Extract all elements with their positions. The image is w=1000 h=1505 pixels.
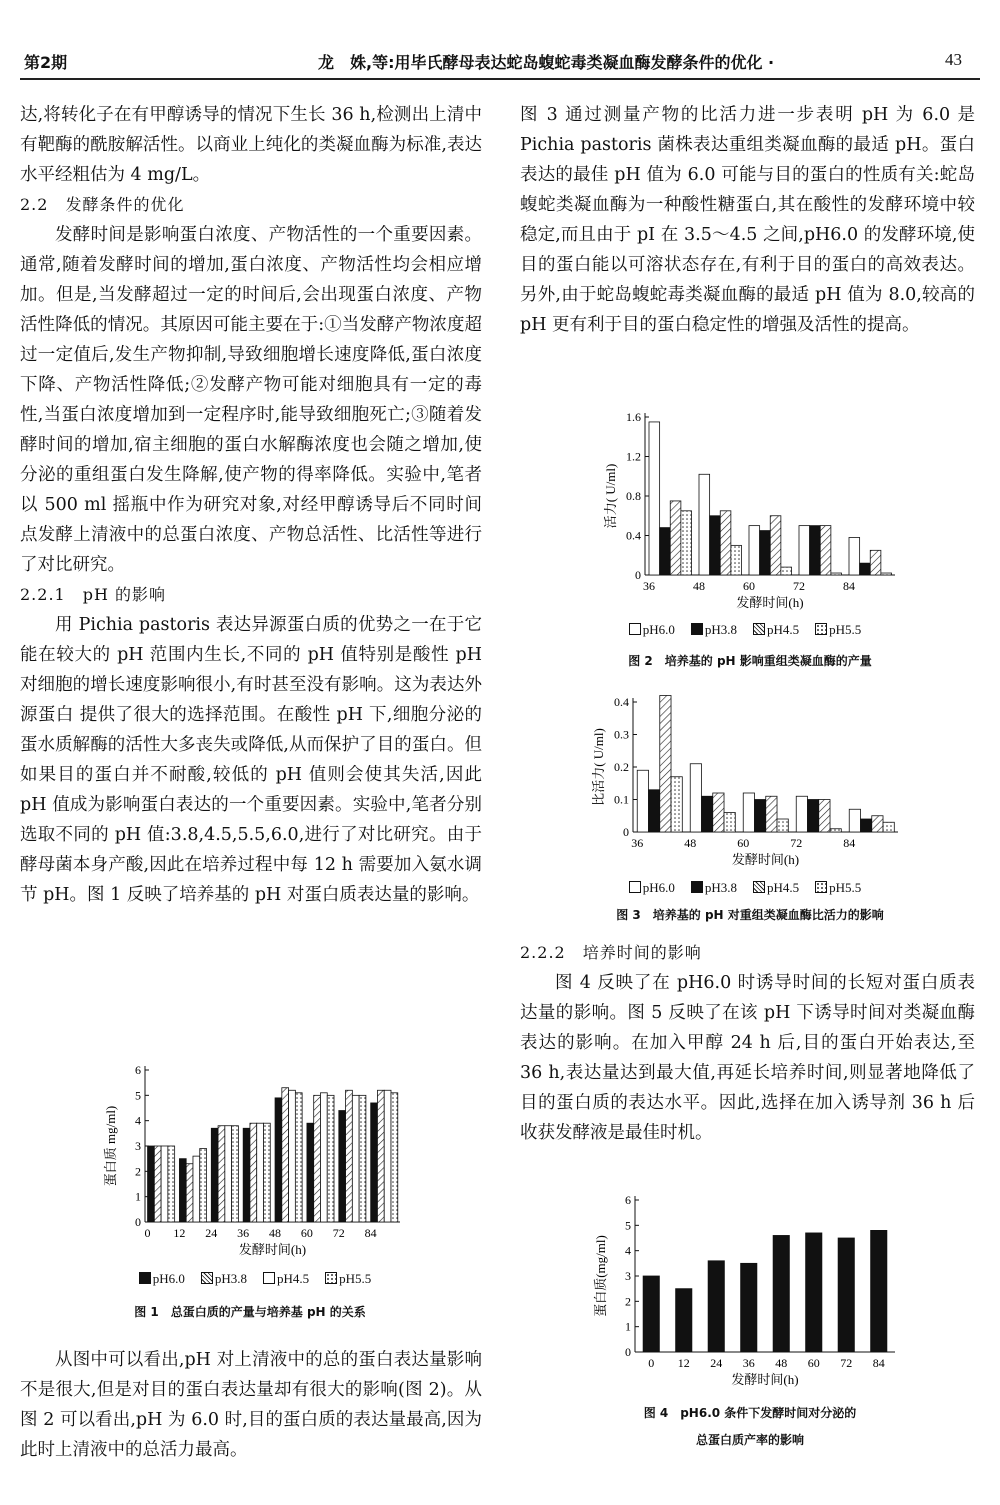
- bar-pH5.5-24: [232, 1126, 239, 1222]
- x-axis-label: 发酵时间(h): [736, 595, 804, 610]
- running-header: [18, 50, 982, 78]
- bar-pH4.5-48: [289, 1090, 296, 1222]
- legend-item: [691, 880, 737, 895]
- y-tick-label: 0.2: [614, 760, 629, 774]
- bar-pH4.5-36: [257, 1123, 264, 1222]
- legend-item: [201, 1271, 247, 1286]
- bar-pH4.5-84: [870, 550, 881, 575]
- y-tick-label: 0: [623, 825, 629, 839]
- paragraph: 从图中可以看出,pH 对上清液中的总的蛋白表达量影响不是很大,但是对目的蛋白表达量却有很大的影响(图 2)。从图 2 可以看出,pH 为 6.0 时,目的蛋白质的表达量最高,因为此时上清液中的总活力最高。: [20, 1350, 482, 1460]
- bar-pH6.0-24: [211, 1128, 218, 1222]
- legend-label: pH6.0: [152, 1271, 185, 1286]
- bar-pH3.8-12: [186, 1164, 193, 1222]
- x-tick-label: 48: [269, 1226, 282, 1240]
- bar-pH3.8-84: [861, 819, 872, 832]
- y-tick-label: 0.1: [614, 792, 629, 807]
- x-tick-label: 72: [332, 1226, 345, 1240]
- x-tick-label: 60: [300, 1226, 313, 1240]
- bar-pH3.8-72: [808, 800, 819, 833]
- x-tick-label: 60: [737, 836, 750, 850]
- legend-label: pH4.5: [277, 1271, 310, 1286]
- bar-pH6.0-12: [676, 1289, 692, 1352]
- bar-pH4.5-48: [720, 511, 731, 575]
- bar-pH3.8-84: [377, 1090, 384, 1222]
- legend-item: [325, 1271, 371, 1286]
- figure-3-legend: [575, 880, 915, 896]
- bar-pH6.0-84: [371, 1103, 378, 1222]
- bar-pH6.0-24: [708, 1261, 724, 1352]
- legend-label: pH3.8: [214, 1271, 247, 1286]
- y-tick-label: 1.6: [626, 410, 641, 424]
- x-tick-label: 72: [793, 579, 805, 593]
- legend-swatch: [815, 881, 827, 893]
- x-tick-label: 36: [742, 1356, 755, 1370]
- legend-item: [691, 622, 737, 637]
- legend-swatch: [325, 1272, 337, 1284]
- x-tick-label: 84: [843, 836, 856, 850]
- legend-swatch: [753, 623, 765, 635]
- bar-pH4.5-60: [770, 516, 781, 575]
- bar-pH5.5-84: [881, 573, 892, 575]
- legend-swatch: [629, 623, 641, 635]
- paragraph: 图 3 通过测量产物的比活力进一步表明 pH 为 6.0 是 Pichia pastoris 菌株表达重组类凝血酶的最适 pH。蛋白表达的最佳 pH 值为 6.0 可能与目的蛋白的性质有关:蛇岛蝮蛇类凝血酶为一种酸性糖蛋白,其在酸性的发酵环境中较稳定,而且由于 pI 在 3.5～4.5 之间,pH6.0 的发酵环境,使目的蛋白能以可溶状态存在,有利于目的蛋白的高效表达。另外,由于蛇岛蝮蛇毒类凝血酶的最适 pH 值为 8.0,较高的 pH 更有利于目的蛋白稳定性的增强及活性的提高。: [520, 105, 975, 335]
- paragraph: 用 Pichia pastoris 表达异源蛋白质的优势之一在于它能在较大的 pH 范围内生长,不同的 pH 值特别是酸性 pH 对细胞的增长速度影响很小,有时甚至没有影响。这为表达外源蛋白 提供了很大的选择范围。在酸性 pH 下,细胞分泌的蛋水质解酶的活性大多丧失或降低,从而保护了目的蛋白。但如果目的蛋白并不耐酸,较低的 pH 值则会使其失活,因此 pH 值成为影响蛋白表达的一个重要因素。实验中,笔者分别选取不同的 pH 值:3.8,4.5,5.5,6.0,进行了对比研究。由于酵母菌本身产酸,因此在培养过程中每 12 h 需要加入氨水调节 pH。图 1 反映了培养基的 pH 对蛋白质表达量的影响。: [20, 615, 482, 905]
- bar-pH4.5-84: [384, 1090, 391, 1222]
- bar-pH5.5-48: [724, 813, 735, 833]
- legend-label: pH3.8: [704, 880, 737, 895]
- bar-pH6.0-48: [699, 474, 710, 575]
- y-tick-label: 0.3: [614, 727, 629, 742]
- x-tick-label: 24: [710, 1356, 723, 1370]
- bar-pH5.5-0: [168, 1146, 175, 1222]
- bar-pH6.0-84: [849, 809, 860, 832]
- y-tick-label: 0: [625, 1345, 631, 1359]
- bar-pH5.5-60: [781, 567, 792, 575]
- y-tick-label: 1: [625, 1319, 631, 1334]
- bar-pH6.0-72: [838, 1238, 854, 1352]
- x-tick-label: 84: [872, 1356, 885, 1370]
- bar-pH5.5-48: [731, 545, 742, 575]
- bar-pH5.5-36: [263, 1123, 270, 1222]
- y-tick-label: 4: [135, 1113, 141, 1128]
- x-tick-label: 48: [693, 579, 705, 593]
- y-axis-label: 活力( U/ml): [603, 463, 618, 529]
- bar-pH6.0-60: [806, 1233, 822, 1352]
- y-tick-label: 0.4: [626, 528, 641, 543]
- y-tick-label: 5: [135, 1088, 141, 1103]
- bar-pH6.0-12: [179, 1159, 186, 1222]
- right-column: [520, 100, 975, 340]
- figure-2-caption: 图 2 培养基的 pH 影响重组类凝血酶的产量: [628, 654, 872, 668]
- issue-number: 第2期: [24, 53, 68, 72]
- x-axis-label: 发酵时间(h): [731, 852, 800, 867]
- legend-item: [139, 1271, 185, 1286]
- bar-pH4.5-36: [660, 696, 671, 833]
- x-tick-label: 60: [807, 1356, 820, 1370]
- figure-3-caption: 图 3 培养基的 pH 对重组类凝血酶比活力的影响: [616, 908, 884, 922]
- legend-swatch: [815, 623, 827, 635]
- right-column-bottom: [520, 938, 975, 1148]
- y-axis-label: 比活力( U/ml): [591, 728, 606, 806]
- bar-pH6.0-72: [796, 796, 807, 832]
- bar-pH3.8-60: [314, 1095, 321, 1222]
- bar-pH6.0-60: [749, 526, 760, 575]
- bar-pH4.5-12: [193, 1156, 200, 1222]
- x-tick-label: 24: [205, 1226, 218, 1240]
- x-axis-label: 发酵时间(h): [238, 1242, 307, 1257]
- bar-pH5.5-72: [359, 1095, 366, 1222]
- bar-pH3.8-48: [710, 516, 721, 575]
- y-tick-label: 1: [135, 1189, 141, 1204]
- y-tick-label: 3: [625, 1269, 631, 1283]
- x-axis-label: 发酵时间(h): [731, 1372, 799, 1387]
- legend-label: pH6.0: [642, 622, 675, 637]
- page-number: 43: [945, 50, 962, 69]
- legend-swatch: [629, 881, 641, 893]
- y-tick-label: 5: [625, 1218, 631, 1233]
- bar-pH6.0-36: [649, 422, 660, 575]
- bar-pH6.0-0: [148, 1146, 155, 1222]
- bar-pH3.8-36: [660, 528, 671, 575]
- figure-1: [95, 1060, 415, 1274]
- figure-4-caption-line1: 图 4 pH6.0 条件下发酵时间对分泌的: [643, 1406, 857, 1420]
- y-tick-label: 0: [135, 1215, 141, 1229]
- y-tick-label: 0.8: [626, 489, 641, 503]
- legend-item: [815, 622, 861, 637]
- legend-item: [753, 880, 799, 895]
- bar-pH3.8-60: [755, 800, 766, 833]
- figure-2: [585, 405, 905, 624]
- x-tick-label: 48: [775, 1356, 788, 1370]
- x-tick-label: 0: [648, 1356, 655, 1370]
- figure-3: [585, 692, 905, 881]
- bar-pH3.8-0: [154, 1146, 161, 1222]
- bar-pH6.0-60: [307, 1123, 314, 1222]
- bar-pH3.8-36: [250, 1123, 257, 1222]
- figure-3-chart: [585, 692, 905, 877]
- y-tick-label: 0.4: [614, 695, 629, 709]
- bar-pH3.8-72: [810, 526, 821, 575]
- bar-pH6.0-84: [871, 1230, 887, 1352]
- bar-pH4.5-36: [670, 501, 681, 575]
- bar-pH6.0-60: [743, 793, 754, 832]
- legend-item: [629, 880, 675, 895]
- x-tick-label: 72: [790, 836, 803, 850]
- section-heading: 2.2.1 pH 的影响: [20, 585, 166, 604]
- figure-1-caption: 图 1 总蛋白质的产量与培养基 pH 的关系: [134, 1305, 366, 1319]
- running-title: 龙 姝,等:用毕氏酵母表达蛇岛蝮蛇毒类凝血酶发酵条件的优化 ·: [318, 53, 775, 72]
- bar-pH4.5-0: [161, 1146, 168, 1222]
- x-tick-label: 0: [144, 1226, 151, 1240]
- legend-item: [753, 622, 799, 637]
- bar-pH5.5-36: [681, 511, 692, 575]
- bar-pH5.5-12: [200, 1149, 207, 1222]
- bar-pH3.8-24: [218, 1126, 225, 1222]
- bar-pH4.5-72: [820, 526, 831, 575]
- bar-pH5.5-36: [671, 777, 682, 832]
- bar-pH6.0-48: [773, 1235, 789, 1352]
- legend-label: pH5.5: [339, 1271, 372, 1286]
- bar-pH3.8-36: [649, 790, 660, 832]
- bar-pH4.5-60: [766, 796, 777, 832]
- paragraph: 发酵时间是影响蛋白浓度、产物活性的一个重要因素。通常,随着发酵时间的增加,蛋白浓度、产物活性均会相应增加。但是,当发酵超过一定的时间后,会出现蛋白浓度、产物活性降低的情况。其原因可能主要在于:①当发酵产物浓度超过一定值后,发生产物抑制,导致细胞增长速度降低,蛋白浓度下降、产物活性降低;②发酵产物可能对细胞具有一定的毒性,当蛋白浓度增加到一定程序时,能导致细胞死亡;③随着发酵时间的增加,宿主细胞的蛋白水解酶浓度也会随之增加,使分泌的重组蛋白发生降解,使产物的得率降低。实验中,笔者以 500 ml 摇瓶中作为研究对象,对经甲醇诱导后不同时间点发酵上清液中的总蛋白浓度、产物总活性、比活性等进行了对比研究。: [20, 225, 482, 575]
- bar-pH6.0-72: [799, 526, 810, 575]
- legend-swatch: [691, 623, 703, 635]
- legend-label: pH4.5: [767, 880, 800, 895]
- bar-pH4.5-72: [819, 800, 830, 833]
- y-tick-label: 6: [135, 1063, 141, 1077]
- x-tick-label: 48: [684, 836, 697, 850]
- bar-pH6.0-36: [741, 1263, 757, 1352]
- y-tick-label: 4: [625, 1243, 631, 1258]
- x-tick-label: 12: [677, 1356, 690, 1370]
- figure-2-chart: [585, 405, 905, 620]
- bar-pH6.0-48: [275, 1098, 282, 1222]
- legend-label: pH6.0: [642, 880, 675, 895]
- legend-swatch: [691, 881, 703, 893]
- bar-pH4.5-24: [225, 1126, 232, 1222]
- bar-pH3.8-84: [860, 563, 871, 575]
- bar-pH5.5-60: [327, 1095, 334, 1222]
- y-tick-label: 3: [135, 1139, 141, 1153]
- y-tick-label: 0: [635, 568, 641, 582]
- y-tick-label: 2: [625, 1294, 631, 1309]
- figure-4-caption: [540, 1404, 960, 1448]
- bar-pH4.5-48: [713, 793, 724, 832]
- bar-pH6.0-48: [690, 764, 701, 832]
- x-tick-label: 12: [173, 1226, 186, 1240]
- bar-pH6.0-36: [637, 770, 648, 832]
- legend-swatch: [263, 1272, 275, 1284]
- x-tick-label: 72: [840, 1356, 853, 1370]
- bar-pH6.0-72: [339, 1111, 346, 1222]
- y-tick-label: 1.2: [626, 449, 641, 464]
- bar-pH5.5-72: [830, 829, 841, 832]
- bar-pH5.5-84: [391, 1093, 398, 1222]
- bar-pH6.0-0: [643, 1276, 659, 1352]
- x-tick-label: 84: [364, 1226, 377, 1240]
- figure-4: [590, 1190, 910, 1404]
- bar-pH4.5-84: [872, 816, 883, 832]
- legend-item: [815, 880, 861, 895]
- legend-swatch: [753, 881, 765, 893]
- bar-pH6.0-36: [243, 1128, 250, 1222]
- bar-pH5.5-84: [883, 822, 894, 832]
- legend-label: pH3.8: [704, 622, 737, 637]
- bar-pH3.8-48: [702, 796, 713, 832]
- header-rule: [20, 78, 980, 80]
- bar-pH5.5-60: [777, 819, 788, 832]
- bar-pH4.5-60: [320, 1093, 327, 1222]
- left-column-bottom: [20, 1345, 482, 1465]
- y-tick-label: 2: [135, 1164, 141, 1179]
- y-axis-label: 蛋白质(mg/ml): [593, 1235, 608, 1317]
- paragraph: 图 4 反映了在 pH6.0 时诱导时间的长短对蛋白质表达量的影响。图 5 反映了在该 pH 下诱导时间对类凝血酶表达的影响。在加入甲醇 24 h 后,目的蛋白开始表达,至 36 h,表达量达到最大值,再延长培养时间,则显著地降低了目的蛋白质的表达水平。因此,选择在加入诱导剂 36 h 后收获发酵液是最佳时机。: [520, 973, 975, 1143]
- figure-4-chart: [590, 1190, 910, 1400]
- legend-item: [629, 622, 675, 637]
- section-heading: 2.2.2 培养时间的影响: [520, 943, 702, 962]
- bar-pH5.5-72: [831, 573, 842, 575]
- bar-pH3.8-48: [282, 1088, 289, 1222]
- bar-pH5.5-48: [295, 1093, 302, 1222]
- y-axis-label: 蛋白质 mg/ml): [103, 1105, 118, 1187]
- legend-label: pH4.5: [767, 622, 800, 637]
- bar-pH6.0-84: [849, 537, 860, 575]
- x-tick-label: 36: [631, 836, 644, 850]
- legend-item: [263, 1271, 309, 1286]
- figure-2-legend: [575, 622, 915, 638]
- bar-pH3.8-72: [346, 1090, 353, 1222]
- x-tick-label: 60: [743, 579, 755, 593]
- legend-label: pH5.5: [829, 880, 862, 895]
- x-tick-label: 36: [237, 1226, 250, 1240]
- figure-4-caption-line2: 总蛋白质产率的影响: [695, 1433, 804, 1447]
- x-tick-label: 36: [643, 579, 655, 593]
- figure-1-chart: [95, 1060, 415, 1270]
- figure-1-legend: [95, 1271, 415, 1287]
- bar-pH4.5-72: [352, 1095, 359, 1222]
- legend-swatch: [201, 1272, 213, 1284]
- legend-label: pH5.5: [829, 622, 862, 637]
- section-heading: 2.2 发酵条件的优化: [20, 195, 185, 214]
- left-column: [20, 100, 482, 910]
- x-tick-label: 84: [843, 579, 855, 593]
- legend-swatch: [139, 1272, 151, 1284]
- paragraph: 达,将转化子在有甲醇诱导的情况下生长 36 h,检测出上清中有靶酶的酰胺解活性。以商业上纯化的类凝血酶为标准,表达水平经粗估为 4 mg/L。: [20, 105, 482, 185]
- bar-pH3.8-60: [760, 531, 771, 575]
- y-tick-label: 6: [625, 1193, 631, 1207]
